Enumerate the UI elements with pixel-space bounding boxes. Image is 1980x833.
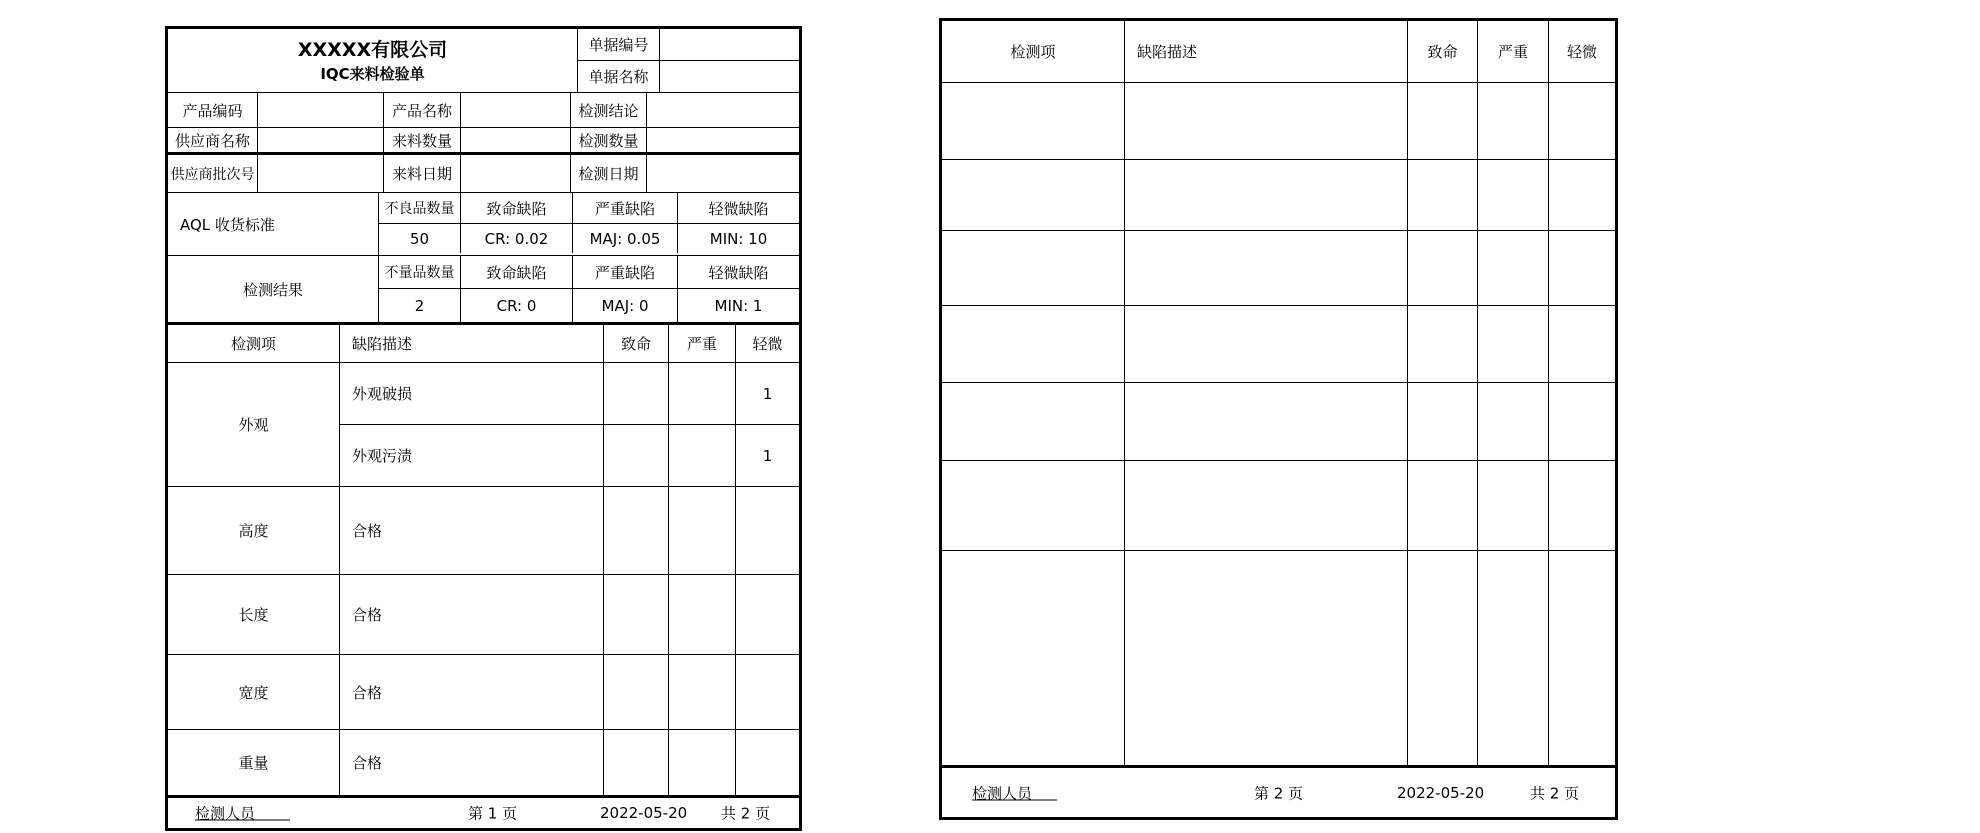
aql-standard-block [168,193,799,256]
critical-count [604,655,669,729]
title-row [168,29,799,93]
critical-count [604,363,669,424]
critical-count [604,575,669,654]
item-weight: 重量 [168,730,340,795]
col-header-major: 严重 [1478,21,1549,82]
critical-defect-label: 致命缺陷 [461,193,573,223]
inspect-date-label: 检测日期 [571,155,647,192]
result-defective-qty-value: 2 [379,289,461,322]
form-title: IQC来料检验单 [320,64,425,83]
col-header-critical: 致命 [604,325,669,362]
major-defect-value: MAJ: 0.05 [573,224,678,253]
result-minor-value: MIN: 1 [714,296,763,315]
result-major-label: 严重缺陷 [573,256,678,288]
minor-count: 1 [762,446,773,465]
result-critical-value: CR: 0 [461,289,573,322]
inspector-text: 检测人员 [195,804,256,823]
minor-count [736,655,799,729]
supplier-batch-label: 供应商批次号 [168,155,258,192]
signature-line [195,806,290,821]
report-page-2 [939,18,1618,820]
col-header-item: 检测项 [168,325,340,362]
result-major-value: MAJ: 0 [573,289,678,322]
defect-desc: 外观污渍 [340,425,604,486]
minor-count [736,575,799,654]
supplier-batch-value [258,155,384,192]
empty-table-row [942,231,1615,306]
inspect-qty-value [647,128,799,152]
item-appearance: 外观 [168,363,340,486]
result-minor-label: 轻微缺陷 [708,263,769,282]
item-height: 高度 [168,487,340,574]
major-count [669,575,736,654]
page-number: 第 2 页 [1254,784,1304,802]
product-code-value [258,93,384,127]
empty-table-row [942,383,1615,461]
incoming-date-label: 来料日期 [384,155,461,192]
table-row [168,487,799,575]
doc-name-value [660,61,799,92]
table-row [168,655,799,730]
critical-count [604,730,669,795]
defect-desc: 外观破损 [340,363,604,424]
detail-group-appearance [168,363,799,487]
col-header-minor: 轻微 [752,335,783,353]
major-count [669,487,736,574]
signature-line [972,785,1057,800]
major-count [669,425,736,486]
col-header-item: 检测项 [942,21,1125,82]
major-count [669,363,736,424]
detail-header-row [942,21,1615,83]
inspection-result-block [168,256,799,325]
supplier-name-value [258,128,384,152]
incoming-qty-label: 来料数量 [384,128,461,152]
report-date: 2022-05-20 [1397,783,1485,802]
critical-count [604,425,669,486]
company-name: XXXXX有限公司 [297,38,448,61]
page-number: 第 1 页 [468,804,518,823]
result-conclusion-value [647,93,799,127]
empty-table-row [942,551,1615,768]
empty-table-row [942,160,1615,231]
table-row [340,425,799,486]
inspection-result-label: 检测结果 [168,256,379,322]
item-length: 长度 [168,575,340,654]
result-critical-label: 致命缺陷 [461,256,573,288]
product-name-value [461,93,571,127]
item-width: 宽度 [168,655,340,729]
col-header-minor: 轻微 [1566,43,1597,61]
aql-standard-label: AQL 收货标准 [168,193,379,255]
major-count [669,655,736,729]
col-header-major: 严重 [669,325,736,362]
incoming-qty-value [461,128,571,152]
defective-qty-value: 50 [379,224,461,253]
minor-defect-value: MIN: 10 [709,229,768,248]
critical-count [604,487,669,574]
defect-desc: 合格 [340,487,604,574]
total-pages: 共 2 页 [1530,784,1580,802]
doc-no-value [660,29,799,60]
defect-desc: 合格 [340,730,604,795]
empty-table-row [942,461,1615,551]
col-header-critical: 致命 [1408,21,1478,82]
report-date: 2022-05-20 [600,804,688,822]
minor-defect-label: 轻微缺陷 [708,199,769,218]
major-defect-label: 严重缺陷 [573,193,678,223]
inspect-qty-label: 检测数量 [571,128,647,152]
defective-qty-label: 不良品数量 [379,193,461,223]
info-row-product [168,93,799,128]
report-page-1 [165,26,802,831]
empty-table-row [942,83,1615,160]
result-defective-qty-label: 不量品数量 [379,256,461,288]
detail-header-row [168,325,799,363]
defect-desc: 合格 [340,575,604,654]
inspector-text: 检测人员 [972,784,1033,802]
minor-count [736,730,799,795]
result-conclusion-label: 检测结论 [571,93,647,127]
table-row [168,730,799,798]
critical-defect-value: CR: 0.02 [461,224,573,253]
page2-footer [942,768,1615,817]
table-row [340,363,799,425]
page1-footer [168,798,799,828]
col-header-desc: 缺陷描述 [1125,21,1408,82]
title-block [168,29,578,92]
doc-name-label: 单据名称 [578,61,660,92]
product-name-label: 产品名称 [384,93,461,127]
total-pages: 共 2 页 [721,804,771,823]
info-row-supplier [168,128,799,155]
doc-no-label: 单据编号 [578,29,660,60]
supplier-name-label: 供应商名称 [168,128,258,152]
product-code-label: 产品编码 [168,93,258,127]
inspect-date-value [647,155,799,192]
info-row-batch [168,155,799,193]
defect-desc: 合格 [340,655,604,729]
major-count [669,730,736,795]
incoming-date-value [461,155,571,192]
table-row [168,575,799,655]
col-header-desc: 缺陷描述 [340,325,604,362]
minor-count [736,487,799,574]
empty-table-row [942,306,1615,383]
minor-count: 1 [762,384,773,403]
